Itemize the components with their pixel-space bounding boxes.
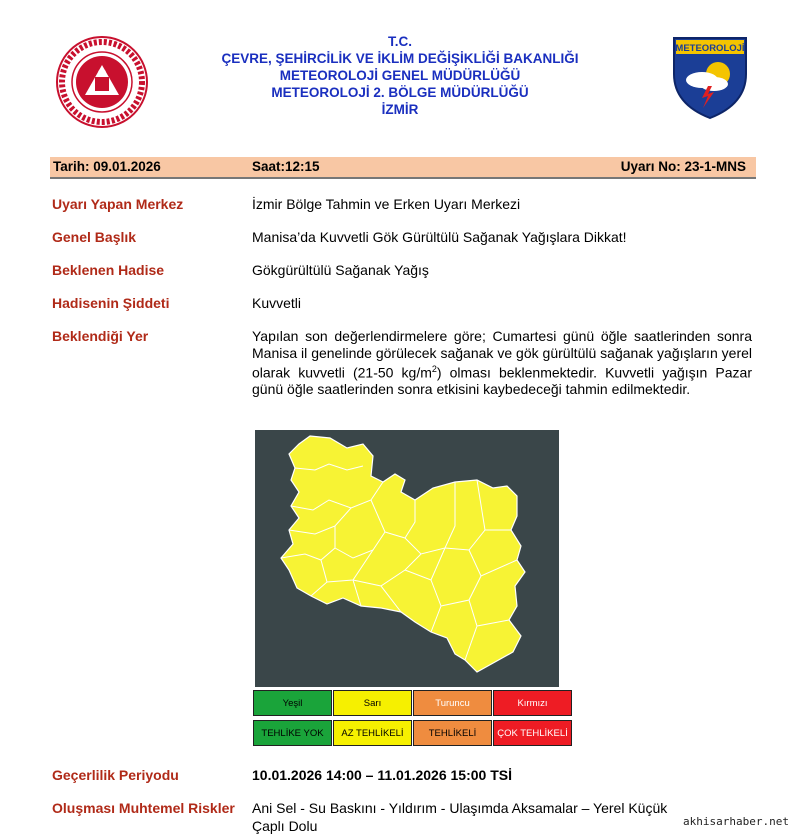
legend-red-name: Kırmızı	[493, 690, 572, 716]
severity-label: Hadisenin Şiddeti	[52, 295, 170, 311]
legend-green-desc: TEHLİKE YOK	[253, 720, 332, 746]
header-titles	[140, 33, 660, 118]
place-description	[252, 328, 752, 398]
center-value: İzmir Bölge Tahmin ve Erken Uyarı Merkezi	[252, 196, 521, 212]
logo-text: METEOROLOJİ	[675, 43, 745, 54]
header-line-regional-directorate: METEOROLOJİ 2. BÖLGE MÜDÜRLÜĞÜ	[271, 85, 529, 100]
legend-orange-desc: TEHLİKELİ	[413, 720, 492, 746]
meteoroloji-shield-logo	[670, 34, 750, 120]
title-value: Manisa’da Kuvvetli Gök Gürültülü Sağanak Yağışlara Dikkat!	[252, 229, 627, 245]
ministry-seal-logo	[55, 35, 149, 129]
risks-line2: Çaplı Dolu	[252, 818, 318, 834]
warning-number: Uyarı No: 23-1-MNS	[620, 159, 746, 174]
legend-red-desc: ÇOK TEHLİKELİ	[493, 720, 572, 746]
validity-label: Geçerlilik Periyodu	[52, 767, 179, 783]
center-label: Uyarı Yapan Merkez	[52, 196, 184, 212]
header-line-tc: T.C.	[387, 34, 412, 49]
legend-green-name: Yeşil	[253, 690, 332, 716]
date-text: Tarih: 09.01.2026	[53, 159, 161, 174]
title-label: Genel Başlık	[52, 229, 137, 245]
manisa-warning-map	[255, 430, 559, 687]
place-superscript: 2	[431, 364, 437, 374]
time-text: Saat:12:15	[252, 159, 320, 174]
risks-label: Oluşması Muhtemel Riskler	[52, 800, 235, 816]
header-line-ministry: ÇEVRE, ŞEHİRCİLİK VE İKLİM DEĞİŞİKLİĞİ BAKANLIĞI	[221, 51, 579, 66]
legend-orange-name: Turuncu	[413, 690, 492, 716]
legend-yellow-desc: AZ TEHLİKELİ	[333, 720, 412, 746]
site-watermark: akhisarhaber.net	[680, 814, 792, 829]
info-bar	[50, 157, 756, 179]
risks-line1: Ani Sel - Su Baskını - Yıldırım - Ulaşımda Aksamalar – Yerel Küçük	[252, 800, 668, 816]
place-label: Beklendiği Yer	[52, 328, 149, 344]
place-text-part1: Yapılan son değerlendirmelere göre; Cumartesi günü öğle saatlerinden sonra Manisa il genelinde görülecek sağanak ve gök gürültülü sağanak yağışların yerel olarak kuvvetli (21-50 kg/m	[252, 328, 752, 381]
event-value: Gökgürültülü Sağanak Yağış	[252, 262, 429, 278]
event-label: Beklenen Hadise	[52, 262, 165, 278]
header-line-general-directorate: METEOROLOJİ GENEL MÜDÜRLÜĞÜ	[279, 68, 521, 83]
legend-yellow-name: Sarı	[333, 690, 412, 716]
header-line-city: İZMİR	[381, 102, 419, 117]
place-text-part2: ) olması beklenmektedir. Kuvvetli yağışın Pazar günü öğle saatlerinden sonra etkisini kaybedeceği tahmin edilmektedir.	[252, 364, 752, 398]
severity-value: Kuvvetli	[252, 295, 302, 311]
validity-value: 10.01.2026 14:00 – 11.01.2026 15:00 TSİ	[252, 767, 512, 783]
warning-level-legend	[253, 690, 574, 748]
